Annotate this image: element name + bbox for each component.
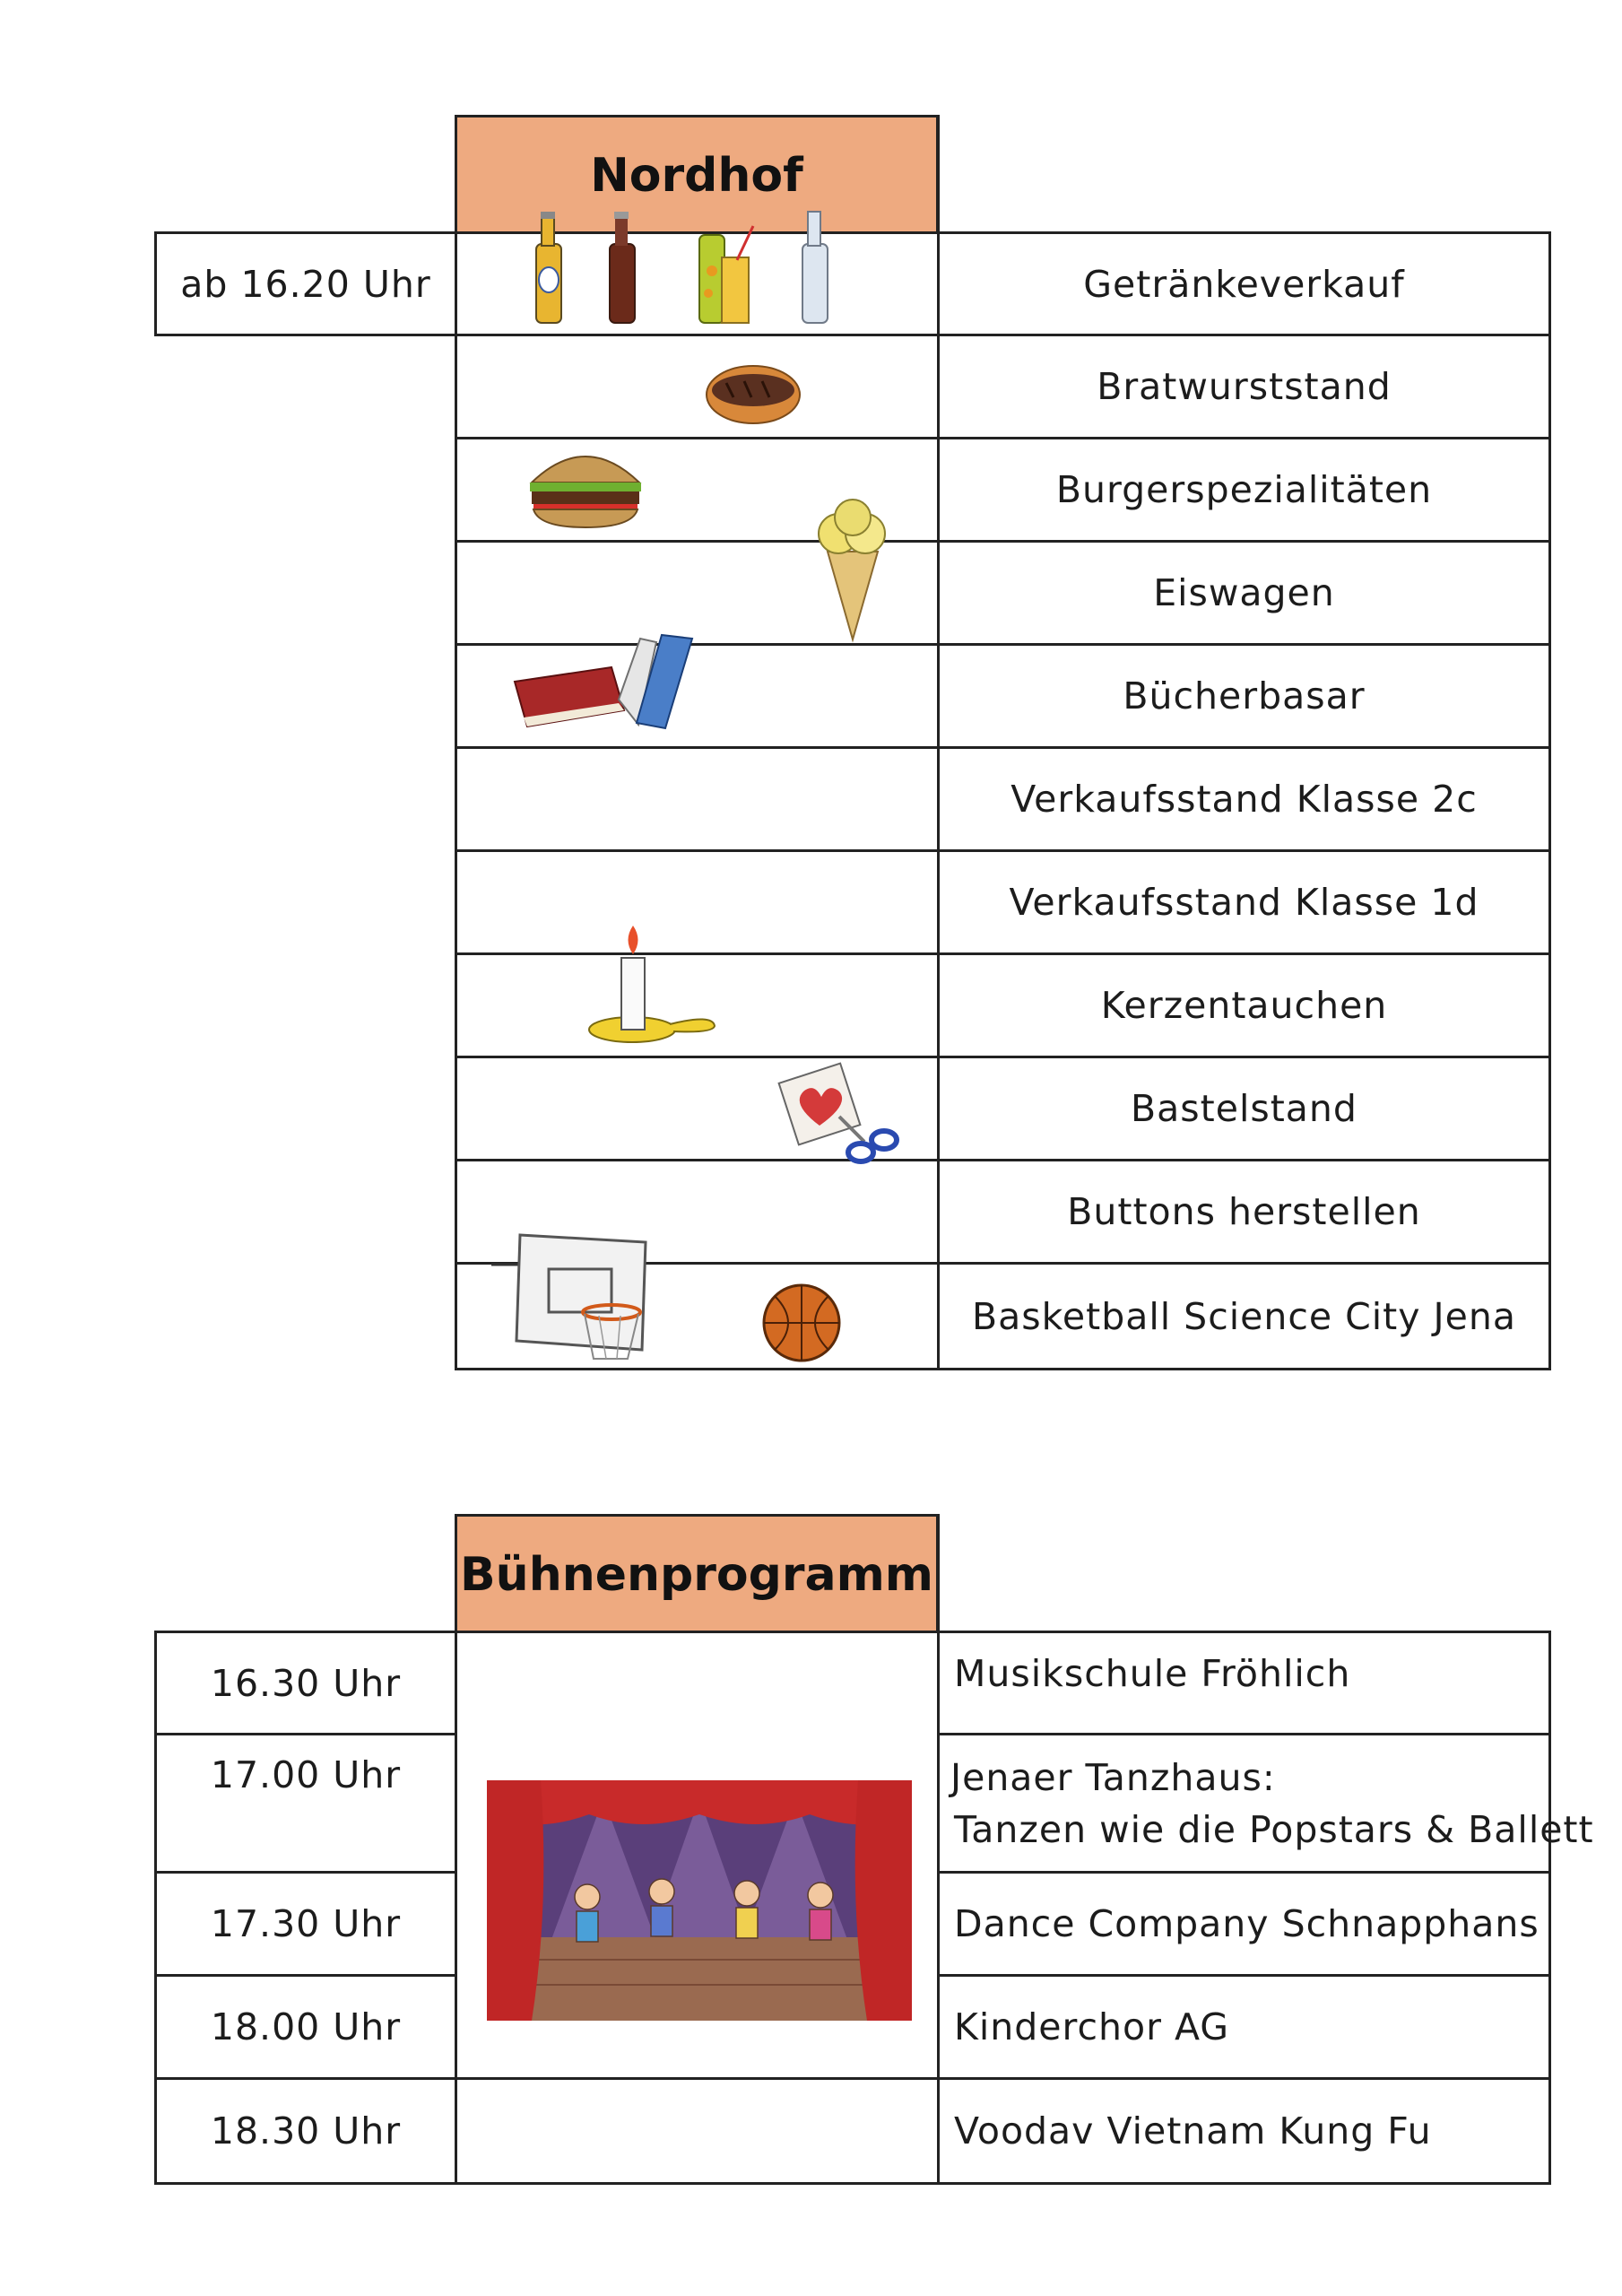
candle-icon <box>587 924 722 1045</box>
nordhof-row-label: Buttons herstellen <box>1067 1190 1421 1233</box>
burger-icon <box>526 439 645 529</box>
buehne-act: Musikschule Fröhlich <box>954 1652 1351 1695</box>
buehne-act: Voodav Vietnam Kung Fu <box>954 2109 1432 2152</box>
buehne-act: Dance Company Schnapphans <box>954 1902 1540 1945</box>
buehne-title: Bühnenprogramm <box>460 1547 933 1602</box>
nordhof-row-label: Basketball Science City Jena <box>972 1294 1516 1338</box>
bratwurst-icon <box>704 345 802 430</box>
buehne-act: Kinderchor AG <box>954 2005 1230 2048</box>
nordhof-title: Nordhof <box>590 148 803 203</box>
nordhof-row-label: Bratwurststand <box>1097 365 1392 408</box>
books-icon <box>513 628 699 734</box>
craft-scissors-icon <box>771 1063 906 1170</box>
nordhof-row-label: Verkaufsstand Klasse 1d <box>1009 881 1479 924</box>
nordhof-row-label: Eiswagen <box>1153 571 1335 614</box>
nordhof-row-label: Bücherbasar <box>1123 674 1366 718</box>
buehne-act: Jenaer Tanzhaus: <box>950 1756 1276 1799</box>
buehne-time: 17.30 Uhr <box>210 1902 402 1945</box>
ice-cream-icon <box>811 498 894 641</box>
buehne-header <box>455 1514 939 1632</box>
nordhof-row-label: Verkaufsstand Klasse 2c <box>1010 778 1478 821</box>
nordhof-row-label: Kerzentauchen <box>1100 984 1388 1027</box>
nordhof-time: ab 16.20 Uhr <box>180 262 431 306</box>
buehne-time: 18.30 Uhr <box>210 2109 402 2152</box>
nordhof-row-label: Burgerspezialitäten <box>1055 468 1433 511</box>
stage-illustration <box>487 1780 912 2021</box>
buehne-time: 16.30 Uhr <box>210 1661 402 1705</box>
buehne-act-line2: Tanzen wie die Popstars & Ballett <box>954 1808 1594 1851</box>
nordhof-row-label: Getränkeverkauf <box>1083 262 1405 306</box>
basketball-icon <box>491 1233 850 1366</box>
nordhof-row-label: Bastelstand <box>1131 1087 1357 1130</box>
drink-bottles-icon <box>529 208 834 329</box>
buehne-time: 18.00 Uhr <box>210 2005 402 2048</box>
buehne-time: 17.00 Uhr <box>210 1753 402 1796</box>
